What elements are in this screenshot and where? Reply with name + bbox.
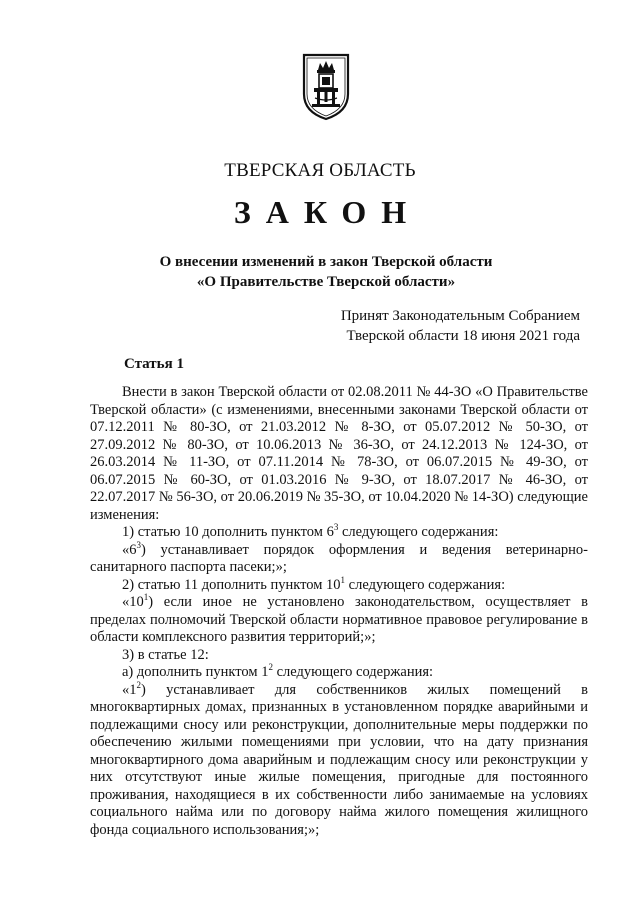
quote-3: «$1^2$) устанавливает для собственников жилых помещений в многоквартирных домах, признанных в установленном порядке аварийными и подлежащими сносу или реконструкции, дополнительные меры поддержки по обеспечению жилыми помещениями при условии, что на дату признания многоквартирного дома аварийным и подлежащим сносу или реконструкции у них отсутствуют иные жилые помещения, пригодные для постоянного проживания, находящиеся в их собственности либо занимаемые на условиях социального найма или по договору найма жилого помещения жилищного фонда социального использования;»; (90, 679, 588, 838)
item-1: 1) статью 10 дополнить пунктом $6^3$ следующего содержания: (122, 522, 499, 540)
article-body (90, 384, 588, 839)
item-3a: а) дополнить пунктом $1^2$ следующего содержания: (122, 662, 434, 680)
adoption-line1: Принят Законодательным Собранием (340, 308, 580, 324)
adoption-note (341, 306, 580, 346)
intro-paragraph: Внести в закон Тверской области от 02.08.2011 № 44-ЗО «О Правительстве Тверской области» (с изменениями, внесенными законами Тверской области от 07.12.2011 № 80-ЗО, от 21.03.2012 № 8-ЗО, от 05.07.2012 № 50-ЗО, от 27.09.2012 № 80-ЗО, от 10.06.2013 № 36-ЗО, от 24.12.2013 № 124-ЗО, от 26.03.2014 № 11-ЗО, от 07.11.2014 № 78-ЗО, от 06.07.2015 № 49-ЗО, от 06.07.2015 № 60-ЗО, от 01.03.2016 № 9-ЗО, от 18.07.2017 № 46-ЗО, от 22.07.2017 № 56-ЗО, от 20.06.2019 № 35-ЗО, от 10.04.2020 № 14-ЗО) следующие изменения: (90, 384, 588, 523)
law-title (150, 252, 502, 292)
item-2: 2) статью 11 дополнить пунктом $10^1$ следующего содержания: (122, 574, 506, 593)
article-heading: Статья 1 (124, 356, 184, 372)
document-type: ЗАКОН (233, 194, 422, 230)
adoption-line2: Тверской области 18 июня 2021 года (346, 328, 580, 344)
law-title-line2: «О Правительстве Тверской области» (196, 274, 456, 290)
law-title-line1: О внесении изменений в закон Тверской области (159, 254, 493, 270)
quote-1: «$6^3$) устанавливает порядок оформления и ведения ветеринарно-санитарного паспорта пасеки;»; (90, 539, 588, 575)
coat-of-arms-icon (301, 52, 351, 122)
quote-2: «$10^1$) если иное не установлено законодательством, осуществляет в пределах полномочий Тверской области нормативное правовое регулирование в области комплексного развития территорий;»; (90, 592, 588, 645)
region-name: ТВЕРСКАЯ ОБЛАСТЬ (224, 160, 416, 181)
item-3: 3) в статье 12: (122, 646, 209, 663)
